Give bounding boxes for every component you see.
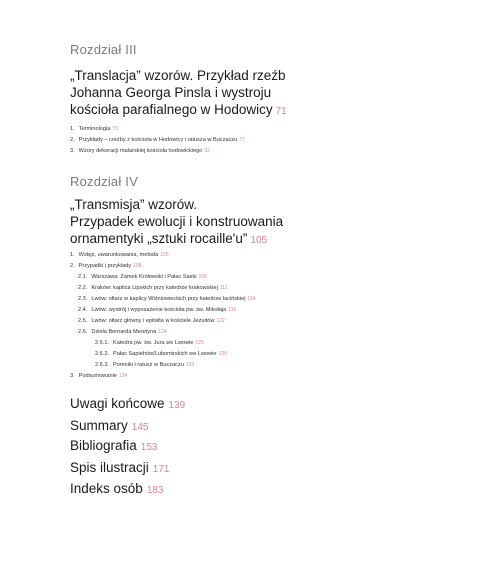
chapter-3-label: Rozdział III xyxy=(70,42,137,57)
chapter-4-title-line: „Transmisja” wzorów. xyxy=(70,197,198,212)
chapter-4-title[interactable] xyxy=(70,196,440,249)
page-number: 108 xyxy=(198,274,207,280)
toc-entry[interactable]: 2. Przypadki i przykłady 108 xyxy=(70,263,142,269)
page-number: 105 xyxy=(160,252,169,258)
chapter-4-title-line: Przypadek ewolucji i konstruowania xyxy=(70,214,284,229)
toc-entry[interactable]: 2.1. Warszawa: Zamek Królewski i Pałac Saski 108 xyxy=(78,274,207,280)
page-number: 134 xyxy=(118,373,128,379)
page-number: 124 xyxy=(158,329,167,335)
chapter-3-title-line: kościoła parafialnego w Hodowicy 71 xyxy=(70,102,287,117)
page-number: 183 xyxy=(146,485,164,496)
toc-entry[interactable]: 2.6. Dzieła Bernarda Meretyna 124 xyxy=(78,329,167,335)
toc-entry[interactable]: 2.4. Lwów: wystrój i wyposażenie kościoła pw. św. Mikołaja 116 xyxy=(78,307,237,313)
back-matter-entry[interactable]: Uwagi końcowe 139 xyxy=(70,396,186,411)
page-number: 114 xyxy=(247,296,256,302)
chapter-3-title-line: Johanna Georga Pinsla i wystroju xyxy=(70,85,272,100)
page-number: 129 xyxy=(218,351,227,357)
toc-entry[interactable]: 2.5. Lwów: ołtarz główny i epitafia w kościele Jezuitów 122 xyxy=(78,318,225,324)
chapter-4-title-line: ornamentyki „sztuki rocaille'u” 105 xyxy=(70,231,268,246)
page-number: 108 xyxy=(133,263,142,269)
page-number: 105 xyxy=(250,235,268,246)
back-matter-entry[interactable]: Spis ilustracji 171 xyxy=(70,460,170,475)
page-number: 139 xyxy=(168,400,186,411)
toc-entry[interactable]: 2. Przykłady – rzeźby z kościoła w Hodowicy i ratusza w Buczaczu 77 xyxy=(70,137,245,143)
page-number: 77 xyxy=(239,137,245,143)
page-number: 92 xyxy=(204,148,210,154)
page-number: 130 xyxy=(185,362,195,368)
toc-entry[interactable]: 2.2. Kraków: kaplica Lipskich przy katedrze krakowskiej 111 xyxy=(78,285,228,291)
page-number: 71 xyxy=(275,106,287,117)
toc-entry[interactable]: 2.3. Lwów: ołtarz w kaplicy Wiśniowieckich przy katedrze łacińskiej 114 xyxy=(78,296,256,302)
chapter-4-label: Rozdział IV xyxy=(70,174,138,189)
page-number: 116 xyxy=(228,307,237,313)
back-matter-entry[interactable]: Summary 145 xyxy=(70,418,149,433)
page-number: 171 xyxy=(152,464,170,475)
toc-entry[interactable]: 3. Wzory dekoracji malarskiej kościoła hodowickiego 92 xyxy=(70,148,210,154)
toc-entry[interactable]: 2.6.1. Katedra pw. św. Jura we Lwowie 125 xyxy=(95,340,204,346)
chapter-3-title[interactable] xyxy=(70,67,440,120)
page-number: 111 xyxy=(219,285,228,291)
page-number: 145 xyxy=(131,422,149,433)
back-matter-entry[interactable]: Indeks osób 183 xyxy=(70,481,164,496)
toc-entry[interactable]: 2.6.2. Pałac Sapiehów/Lubomirskich we Lwowie 129 xyxy=(95,351,227,357)
back-matter-entry[interactable]: Bibliografia 153 xyxy=(70,438,158,453)
chapter-3-title-line: „Translacja” wzorów. Przykład rzeźb xyxy=(70,68,286,83)
toc-entry[interactable]: 1. Wstęp, uwarunkowania, metoda 105 xyxy=(70,252,169,258)
toc-entry[interactable]: 1. Terminologia 73 xyxy=(70,126,118,132)
toc-entry[interactable]: 2.6.3. Pomniki i ratusz w Buczaczu 130 xyxy=(95,362,195,368)
page-number: 153 xyxy=(140,442,158,453)
page-number: 125 xyxy=(195,340,204,346)
toc-entry[interactable]: 3. Podsumowanie 134 xyxy=(70,373,128,379)
page-number: 73 xyxy=(112,126,118,132)
page-number: 122 xyxy=(216,318,225,324)
